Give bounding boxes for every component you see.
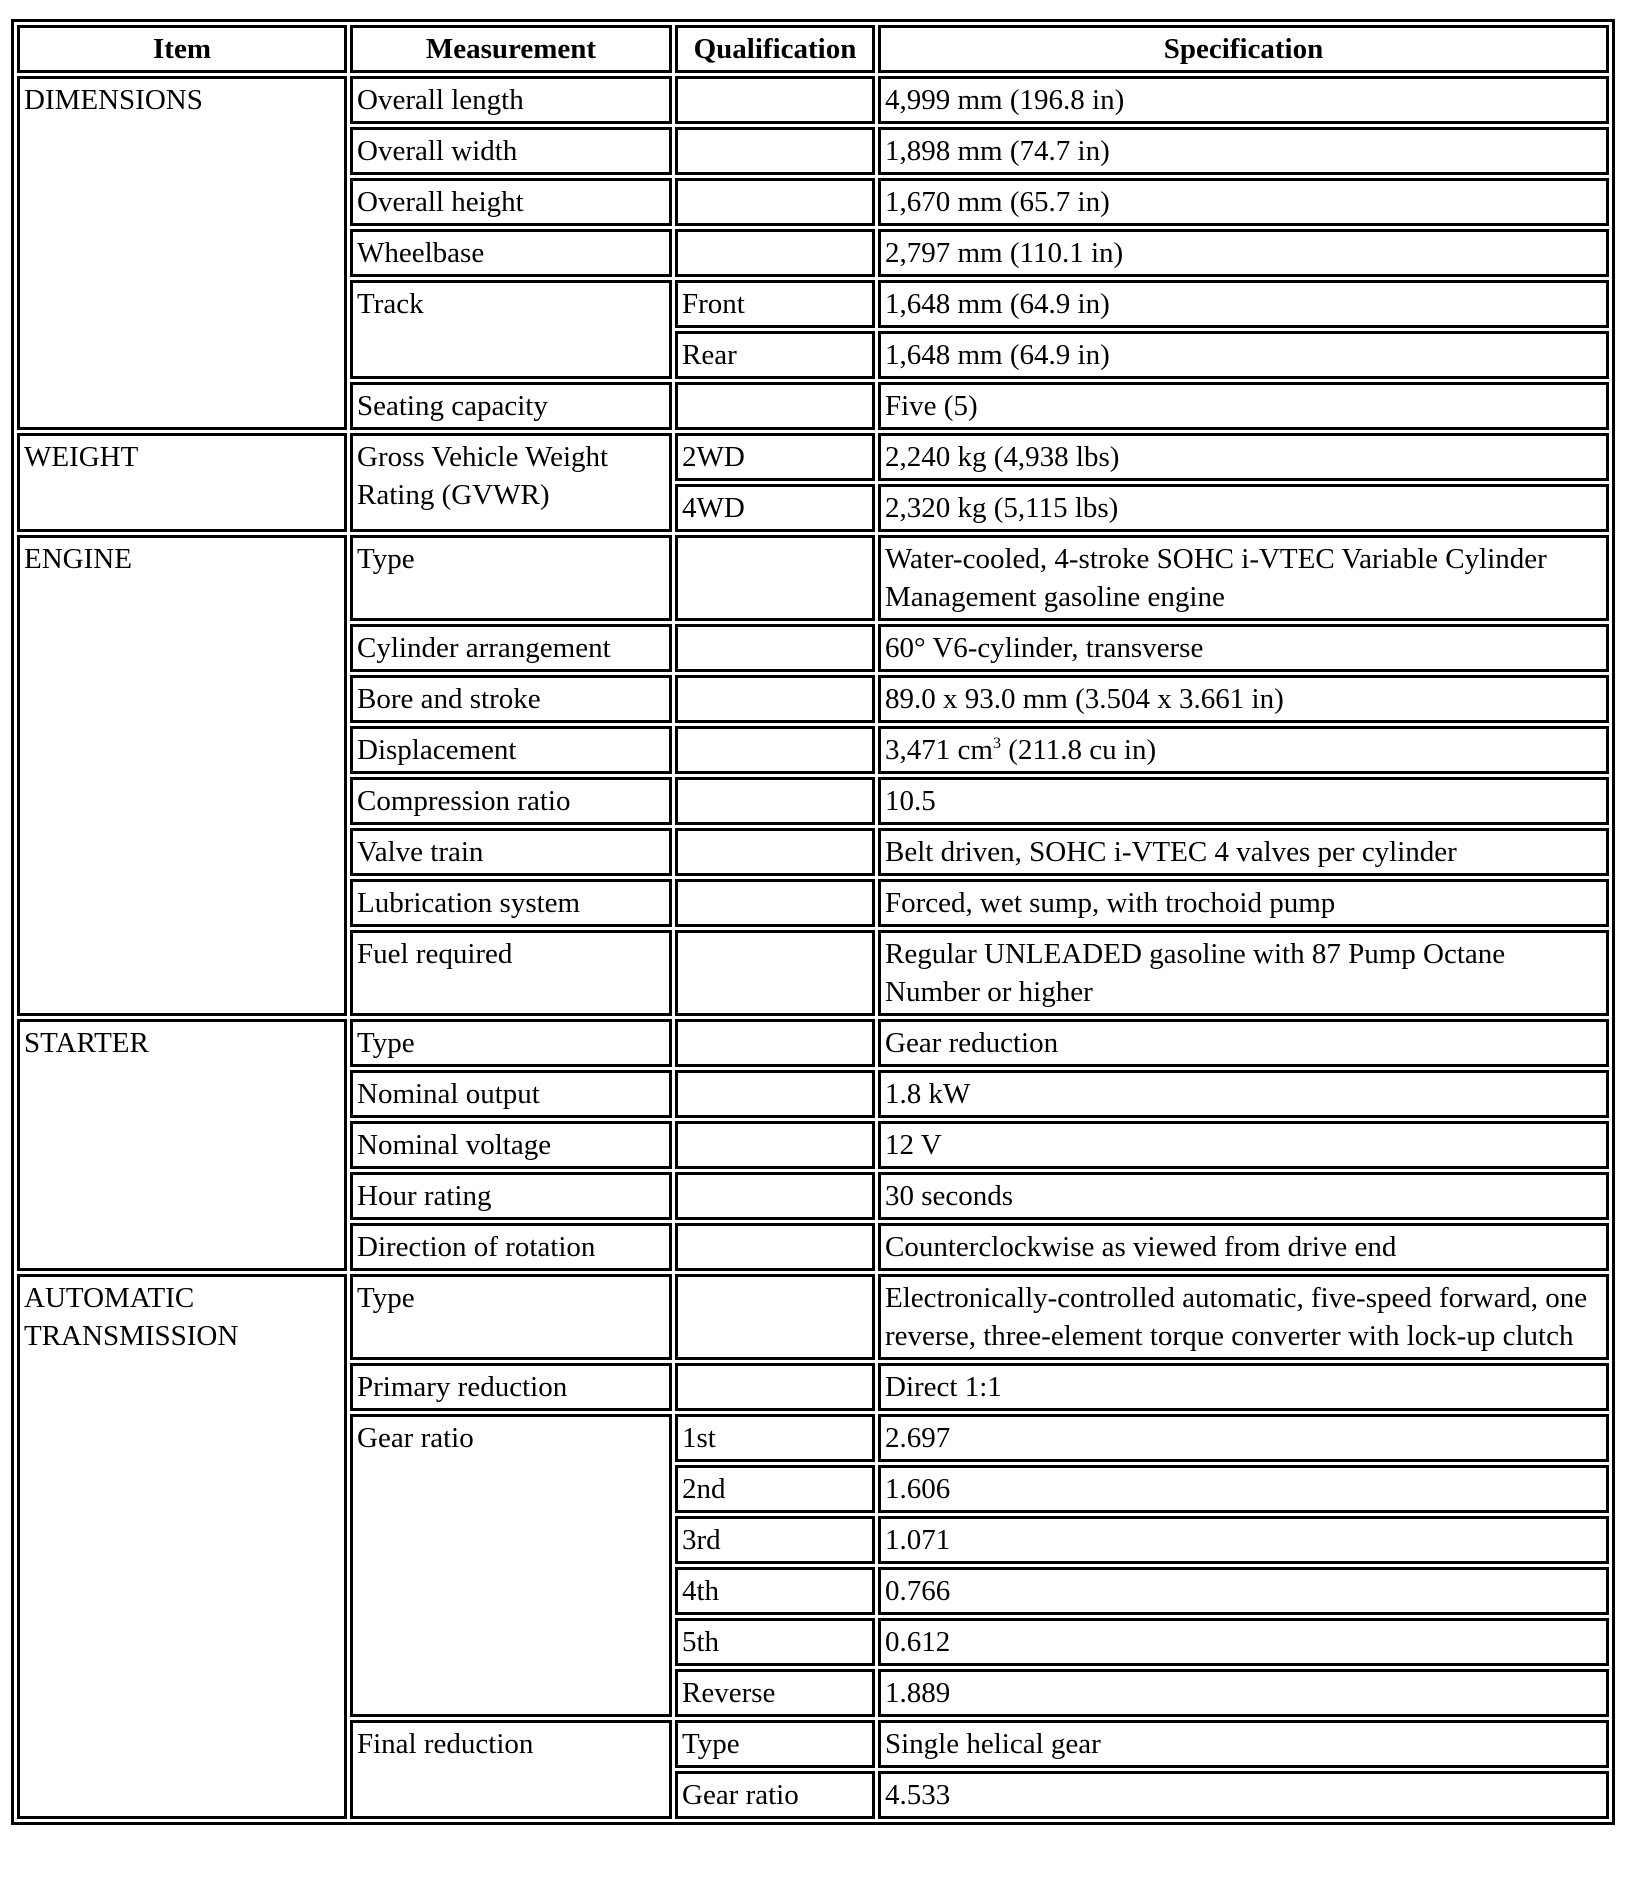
spec-cell: Five (5) [878,382,1609,430]
qualification-cell [675,675,875,723]
qualification-cell: 2nd [675,1465,875,1513]
spec-cell: 0.612 [878,1618,1609,1666]
measurement-cell: Type [350,535,672,621]
measurement-cell: Lubrication system [350,879,672,927]
header-qualification: Qualification [675,25,875,73]
qualification-cell [675,178,875,226]
spec-cell: Electronically-controlled automatic, five-speed forward, one reverse, three-element torque converter with lock-up clutch [878,1274,1609,1360]
qualification-cell: 4WD [675,484,875,532]
header-item: Item [17,25,347,73]
displacement-superscript: 3 [992,735,1001,752]
spec-cell: 1.8 kW [878,1070,1609,1118]
spec-cell: Belt driven, SOHC i-VTEC 4 valves per cylinder [878,828,1609,876]
spec-cell: Direct 1:1 [878,1363,1609,1411]
spec-cell: 2,240 kg (4,938 lbs) [878,433,1609,481]
measurement-cell: Overall length [350,76,672,124]
qualification-cell: Gear ratio [675,1771,875,1819]
spec-cell: 89.0 x 93.0 mm (3.504 x 3.661 in) [878,675,1609,723]
qualification-cell [675,879,875,927]
measurement-cell: Final reduction [350,1720,672,1819]
qualification-cell [675,1363,875,1411]
item-starter: STARTER [17,1019,347,1271]
spec-cell: Counterclockwise as viewed from drive end [878,1223,1609,1271]
spec-table-wrapper [11,19,1609,1825]
spec-cell: Regular UNLEADED gasoline with 87 Pump Octane Number or higher [878,930,1609,1016]
spec-cell: 1.606 [878,1465,1609,1513]
header-measurement: Measurement [350,25,672,73]
spec-cell: Water-cooled, 4-stroke SOHC i-VTEC Variable Cylinder Management gasoline engine [878,535,1609,621]
measurement-cell: Primary reduction [350,1363,672,1411]
qualification-cell [675,535,875,621]
spec-cell: 4,999 mm (196.8 in) [878,76,1609,124]
measurement-cell: Valve train [350,828,672,876]
item-automatic-transmission: AUTOMATIC TRANSMISSION [17,1274,347,1819]
measurement-cell: Displacement [350,726,672,774]
measurement-cell: Type [350,1019,672,1067]
measurement-cell: Bore and stroke [350,675,672,723]
qualification-cell [675,726,875,774]
spec-cell: Forced, wet sump, with trochoid pump [878,879,1609,927]
spec-cell: 1,670 mm (65.7 in) [878,178,1609,226]
header-specification: Specification [878,25,1609,73]
qualification-cell: 4th [675,1567,875,1615]
spec-cell [878,726,1609,774]
measurement-cell: Nominal voltage [350,1121,672,1169]
qualification-cell: Front [675,280,875,328]
qualification-cell [675,1121,875,1169]
spec-cell: 1,898 mm (74.7 in) [878,127,1609,175]
spec-cell: 2.697 [878,1414,1609,1462]
qualification-cell [675,1070,875,1118]
qualification-cell [675,229,875,277]
measurement-cell: Overall width [350,127,672,175]
qualification-cell: 1st [675,1414,875,1462]
qualification-cell [675,76,875,124]
qualification-cell [675,1019,875,1067]
qualification-cell: Reverse [675,1669,875,1717]
spec-cell: Gear reduction [878,1019,1609,1067]
qualification-cell: 3rd [675,1516,875,1564]
item-dimensions: DIMENSIONS [17,76,347,430]
item-weight: WEIGHT [17,433,347,532]
measurement-cell: Track [350,280,672,379]
measurement-cell: Hour rating [350,1172,672,1220]
qualification-cell [675,1172,875,1220]
specifications-table [11,19,1615,1825]
displacement-value: 3,471 cm [885,734,993,766]
spec-cell: 1,648 mm (64.9 in) [878,331,1609,379]
spec-cell: 12 V [878,1121,1609,1169]
measurement-cell: Type [350,1274,672,1360]
measurement-cell: Compression ratio [350,777,672,825]
table-row [17,1019,1609,1067]
spec-cell: 60° V6-cylinder, transverse [878,624,1609,672]
qualification-cell: Type [675,1720,875,1768]
qualification-cell: 2WD [675,433,875,481]
qualification-cell [675,930,875,1016]
measurement-cell: Gross Vehicle Weight Rating (GVWR) [350,433,672,532]
measurement-cell: Overall height [350,178,672,226]
spec-cell: 10.5 [878,777,1609,825]
measurement-cell: Fuel required [350,930,672,1016]
displacement-suffix: (211.8 cu in) [1000,734,1157,766]
table-row [17,535,1609,621]
qualification-cell [675,1223,875,1271]
spec-cell: 1,648 mm (64.9 in) [878,280,1609,328]
item-engine: ENGINE [17,535,347,1016]
measurement-cell: Nominal output [350,1070,672,1118]
table-row [17,1274,1609,1360]
spec-cell: 30 seconds [878,1172,1609,1220]
qualification-cell [675,127,875,175]
measurement-cell: Cylinder arrangement [350,624,672,672]
qualification-cell [675,1274,875,1360]
spec-cell: Single helical gear [878,1720,1609,1768]
spec-cell: 2,797 mm (110.1 in) [878,229,1609,277]
measurement-cell: Wheelbase [350,229,672,277]
spec-cell: 0.766 [878,1567,1609,1615]
header-row [17,25,1609,73]
table-row [17,433,1609,481]
spec-cell: 4.533 [878,1771,1609,1819]
spec-cell: 1.071 [878,1516,1609,1564]
qualification-cell: Rear [675,331,875,379]
measurement-cell: Gear ratio [350,1414,672,1717]
spec-cell: 1.889 [878,1669,1609,1717]
qualification-cell [675,624,875,672]
qualification-cell: 5th [675,1618,875,1666]
table-row [17,76,1609,124]
qualification-cell [675,777,875,825]
qualification-cell [675,828,875,876]
qualification-cell [675,382,875,430]
spec-cell: 2,320 kg (5,115 lbs) [878,484,1609,532]
measurement-cell: Seating capacity [350,382,672,430]
measurement-cell: Direction of rotation [350,1223,672,1271]
